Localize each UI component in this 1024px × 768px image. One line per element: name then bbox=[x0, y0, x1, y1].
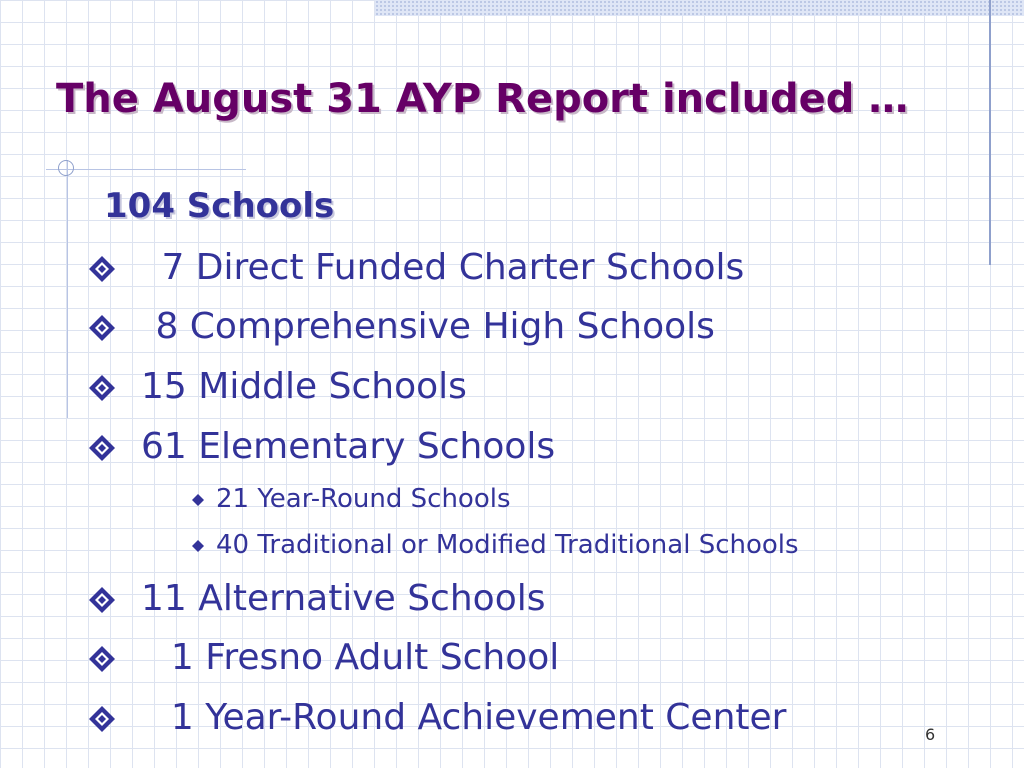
top-decorative-band bbox=[375, 0, 1024, 16]
list-item-text: 61 Elementary Schools bbox=[141, 426, 556, 467]
diamond-bullet-icon bbox=[88, 705, 116, 733]
diamond-bullet-icon bbox=[88, 586, 116, 614]
small-diamond-bullet-icon bbox=[192, 540, 204, 552]
slide-heading: 104 Schools bbox=[104, 186, 335, 226]
list-item-text: 8 Comprehensive High Schools bbox=[144, 306, 715, 347]
list-item-text: 15 Middle Schools bbox=[141, 366, 467, 407]
page-number: 6 bbox=[925, 725, 936, 744]
sub-list-item-text: 40 Traditional or Modified Traditional Schools bbox=[216, 530, 799, 560]
list-item-text: 11 Alternative Schools bbox=[141, 578, 546, 619]
diamond-bullet-icon bbox=[88, 645, 116, 673]
slide-title: The August 31 AYP Report included … bbox=[56, 76, 909, 122]
left-decorative-line bbox=[67, 160, 68, 418]
title-underline bbox=[46, 169, 246, 170]
diamond-bullet-icon bbox=[88, 255, 116, 283]
right-decorative-line bbox=[989, 0, 991, 265]
list-item-text: 1 Year-Round Achievement Center bbox=[148, 697, 787, 738]
sub-list-item-text: 21 Year-Round Schools bbox=[216, 484, 511, 514]
list-item-text: 1 Fresno Adult School bbox=[148, 637, 560, 678]
diamond-bullet-icon bbox=[88, 374, 116, 402]
diamond-bullet-icon bbox=[88, 434, 116, 462]
list-item-text: 7 Direct Funded Charter Schools bbox=[150, 247, 745, 288]
corner-ring-decoration bbox=[58, 160, 74, 176]
small-diamond-bullet-icon bbox=[192, 494, 204, 506]
diamond-bullet-icon bbox=[88, 314, 116, 342]
